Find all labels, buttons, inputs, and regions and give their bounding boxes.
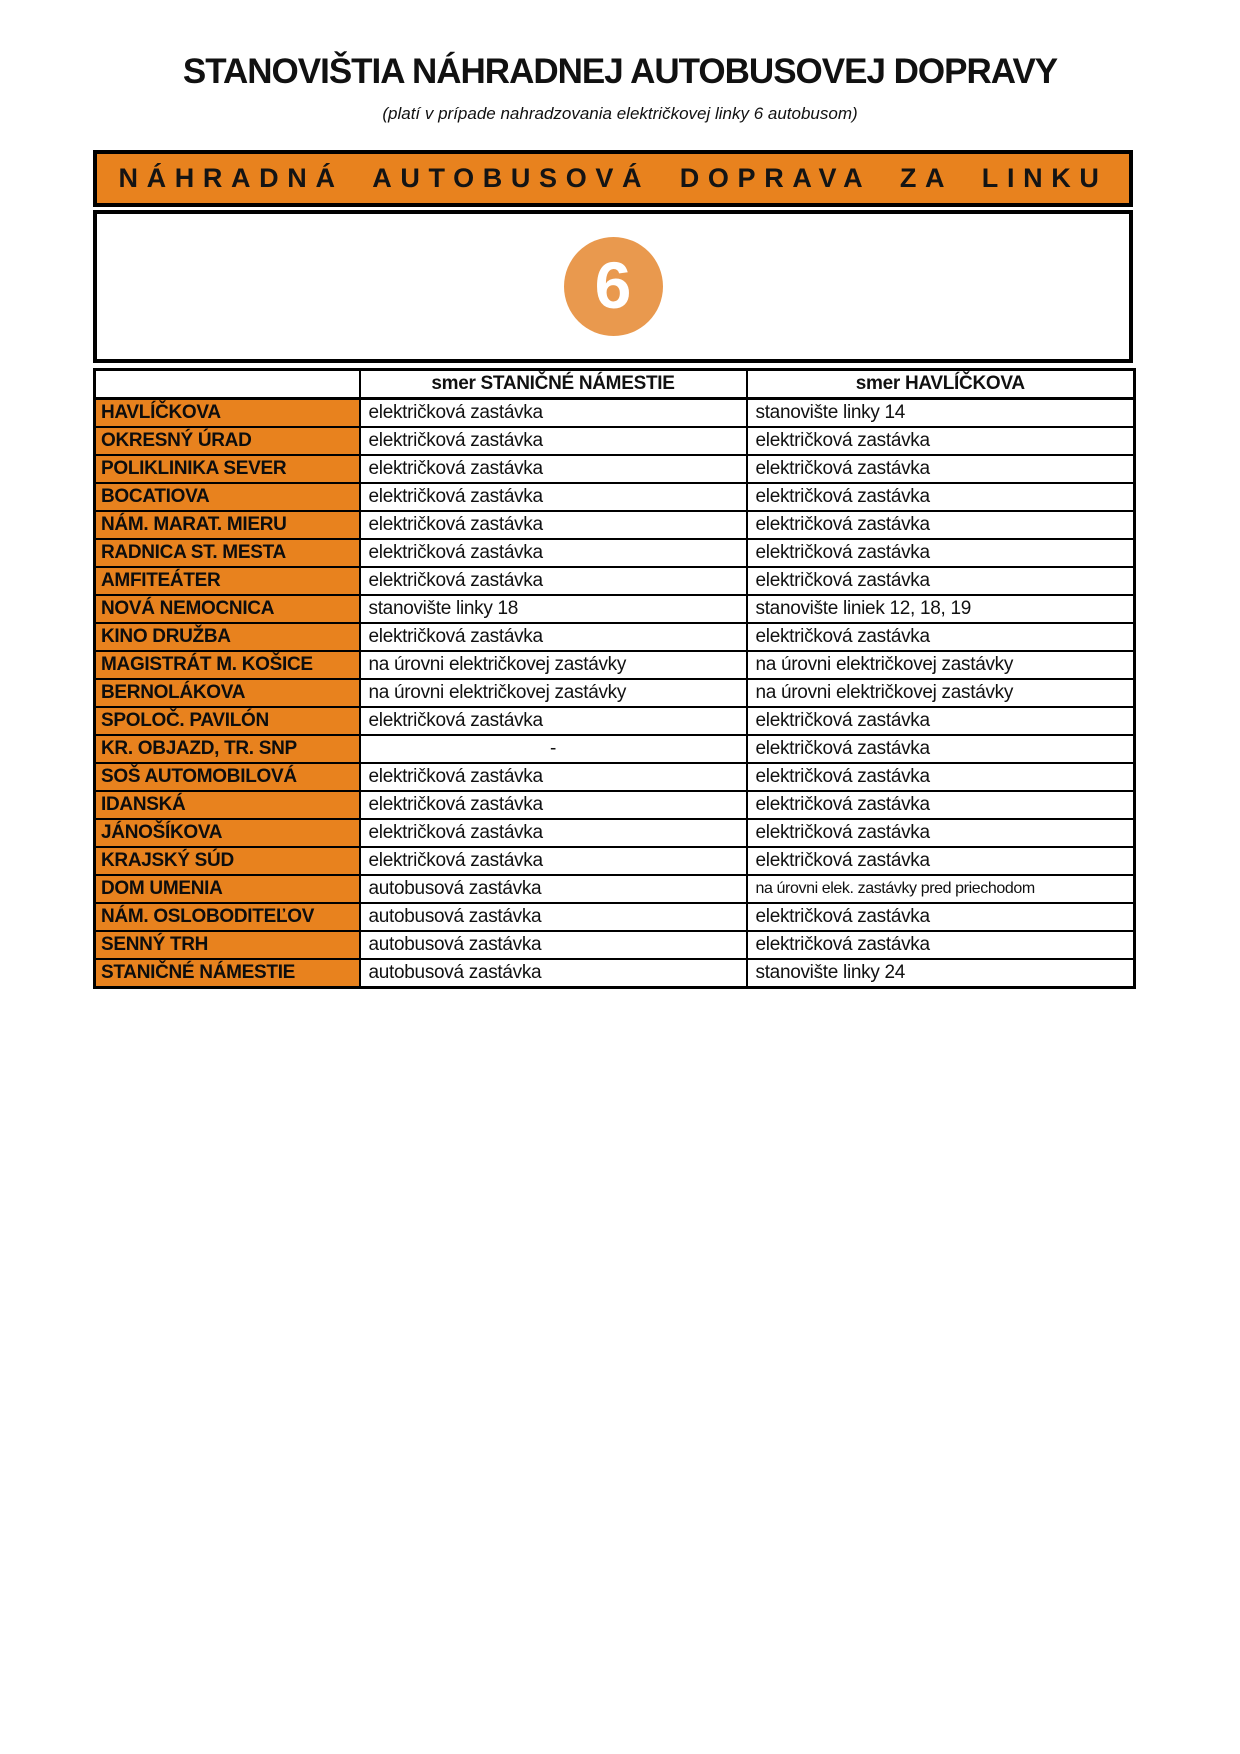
direction-stanicne-cell: na úrovni električkovej zastávky (360, 651, 747, 679)
table-row (95, 427, 1135, 455)
stop-name-cell: MAGISTRÁT M. KOŠICE (95, 651, 360, 679)
direction-havlickova-cell: električková zastávka (747, 931, 1135, 959)
table-row (95, 931, 1135, 959)
stop-name-cell: DOM UMENIA (95, 875, 360, 903)
direction-havlickova-cell: električková zastávka (747, 819, 1135, 847)
direction-havlickova-cell: na úrovni električkovej zastávky (747, 679, 1135, 707)
stop-name-cell: POLIKLINIKA SEVER (95, 455, 360, 483)
stop-name-cell: BERNOLÁKOVA (95, 679, 360, 707)
direction-stanicne-cell: električková zastávka (360, 623, 747, 651)
table-row (95, 567, 1135, 595)
replacement-service-banner: NÁHRADNÁ AUTOBUSOVÁ DOPRAVA ZA LINKU (93, 150, 1133, 207)
direction-stanicne-cell: autobusová zastávka (360, 875, 747, 903)
direction-stanicne-cell: autobusová zastávka (360, 959, 747, 988)
table-header-row (95, 370, 1135, 399)
direction-stanicne-cell: autobusová zastávka (360, 931, 747, 959)
direction-havlickova-cell: električková zastávka (747, 847, 1135, 875)
direction-havlickova-cell: stanovište liniek 12, 18, 19 (747, 595, 1135, 623)
stop-name-cell: NÁM. MARAT. MIERU (95, 511, 360, 539)
table-row (95, 511, 1135, 539)
page-title: STANOVIŠTIA NÁHRADNEJ AUTOBUSOVEJ DOPRAVY (182, 52, 1058, 91)
direction-stanicne-cell: autobusová zastávka (360, 903, 747, 931)
direction-stanicne-cell: električková zastávka (360, 399, 747, 428)
table-row (95, 763, 1135, 791)
direction-stanicne-cell: stanovište linky 18 (360, 595, 747, 623)
table-row (95, 707, 1135, 735)
stop-name-cell: JÁNOŠÍKOVA (95, 819, 360, 847)
direction-stanicne-cell: električková zastávka (360, 763, 747, 791)
table-row (95, 679, 1135, 707)
stop-name-cell: NOVÁ NEMOCNICA (95, 595, 360, 623)
table-row (95, 595, 1135, 623)
direction-havlickova-header: smer HAVLÍČKOVA (747, 370, 1135, 399)
table-row (95, 847, 1135, 875)
direction-stanicne-cell: električková zastávka (360, 567, 747, 595)
stop-name-header (95, 370, 360, 399)
table-row (95, 819, 1135, 847)
table-row (95, 651, 1135, 679)
table-row (95, 539, 1135, 567)
direction-stanicne-cell: električková zastávka (360, 707, 747, 735)
direction-havlickova-cell: električková zastávka (747, 427, 1135, 455)
direction-havlickova-cell: električková zastávka (747, 791, 1135, 819)
table-row (95, 483, 1135, 511)
direction-stanicne-cell: električková zastávka (360, 511, 747, 539)
direction-havlickova-cell: električková zastávka (747, 511, 1135, 539)
stop-name-cell: SENNÝ TRH (95, 931, 360, 959)
page-subtitle: (platí v prípade nahradzovania električkovej linky 6 autobusom) (382, 104, 858, 123)
table-row (95, 623, 1135, 651)
direction-havlickova-cell: stanovište linky 14 (747, 399, 1135, 428)
table-row (95, 903, 1135, 931)
stop-name-cell: STANIČNÉ NÁMESTIE (95, 959, 360, 988)
stop-name-cell: SOŠ AUTOMOBILOVÁ (95, 763, 360, 791)
stop-name-cell: NÁM. OSLOBODITEĽOV (95, 903, 360, 931)
direction-stanicne-cell: električková zastávka (360, 819, 747, 847)
direction-stanicne-cell: električková zastávka (360, 791, 747, 819)
line-number-badge (564, 237, 663, 336)
table-row (95, 735, 1135, 763)
stop-name-cell: KINO DRUŽBA (95, 623, 360, 651)
direction-havlickova-cell: električková zastávka (747, 539, 1135, 567)
direction-stanicne-cell: električková zastávka (360, 483, 747, 511)
table-row (95, 791, 1135, 819)
direction-havlickova-cell: električková zastávka (747, 623, 1135, 651)
stop-name-cell: OKRESNÝ ÚRAD (95, 427, 360, 455)
direction-stanicne-cell: električková zastávka (360, 455, 747, 483)
stop-name-cell: IDANSKÁ (95, 791, 360, 819)
table-row (95, 959, 1135, 988)
stop-name-cell: KRAJSKÝ SÚD (95, 847, 360, 875)
line-number-box (93, 210, 1133, 363)
table-body (95, 399, 1135, 988)
direction-havlickova-cell: električková zastávka (747, 903, 1135, 931)
table-row (95, 455, 1135, 483)
line-number: 6 (594, 247, 632, 322)
stop-name-cell: KR. OBJAZD, TR. SNP (95, 735, 360, 763)
stop-name-cell: HAVLÍČKOVA (95, 399, 360, 428)
direction-havlickova-cell: električková zastávka (747, 483, 1135, 511)
direction-havlickova-cell: stanovište linky 24 (747, 959, 1135, 988)
stop-name-cell: SPOLOČ. PAVILÓN (95, 707, 360, 735)
stop-name-cell: RADNICA ST. MESTA (95, 539, 360, 567)
stops-table (93, 368, 1136, 989)
table-row (95, 875, 1135, 903)
direction-stanicne-cell: električková zastávka (360, 539, 747, 567)
stop-name-cell: BOCATIOVA (95, 483, 360, 511)
content-area (93, 150, 1133, 989)
stop-name-cell: AMFITEÁTER (95, 567, 360, 595)
direction-stanicne-cell: električková zastávka (360, 427, 747, 455)
direction-havlickova-cell: električková zastávka (747, 735, 1135, 763)
direction-stanicne-cell: električková zastávka (360, 847, 747, 875)
direction-stanicne-cell: - (360, 735, 747, 763)
direction-havlickova-cell: električková zastávka (747, 707, 1135, 735)
direction-havlickova-cell: električková zastávka (747, 455, 1135, 483)
direction-stanicne-cell: na úrovni električkovej zastávky (360, 679, 747, 707)
direction-havlickova-cell: na úrovni električkovej zastávky (747, 651, 1135, 679)
direction-stanicne-header: smer STANIČNÉ NÁMESTIE (360, 370, 747, 399)
table-row (95, 399, 1135, 428)
direction-havlickova-cell: električková zastávka (747, 567, 1135, 595)
direction-havlickova-cell: električková zastávka (747, 763, 1135, 791)
direction-havlickova-cell: na úrovni elek. zastávky pred priechodom (747, 875, 1135, 903)
